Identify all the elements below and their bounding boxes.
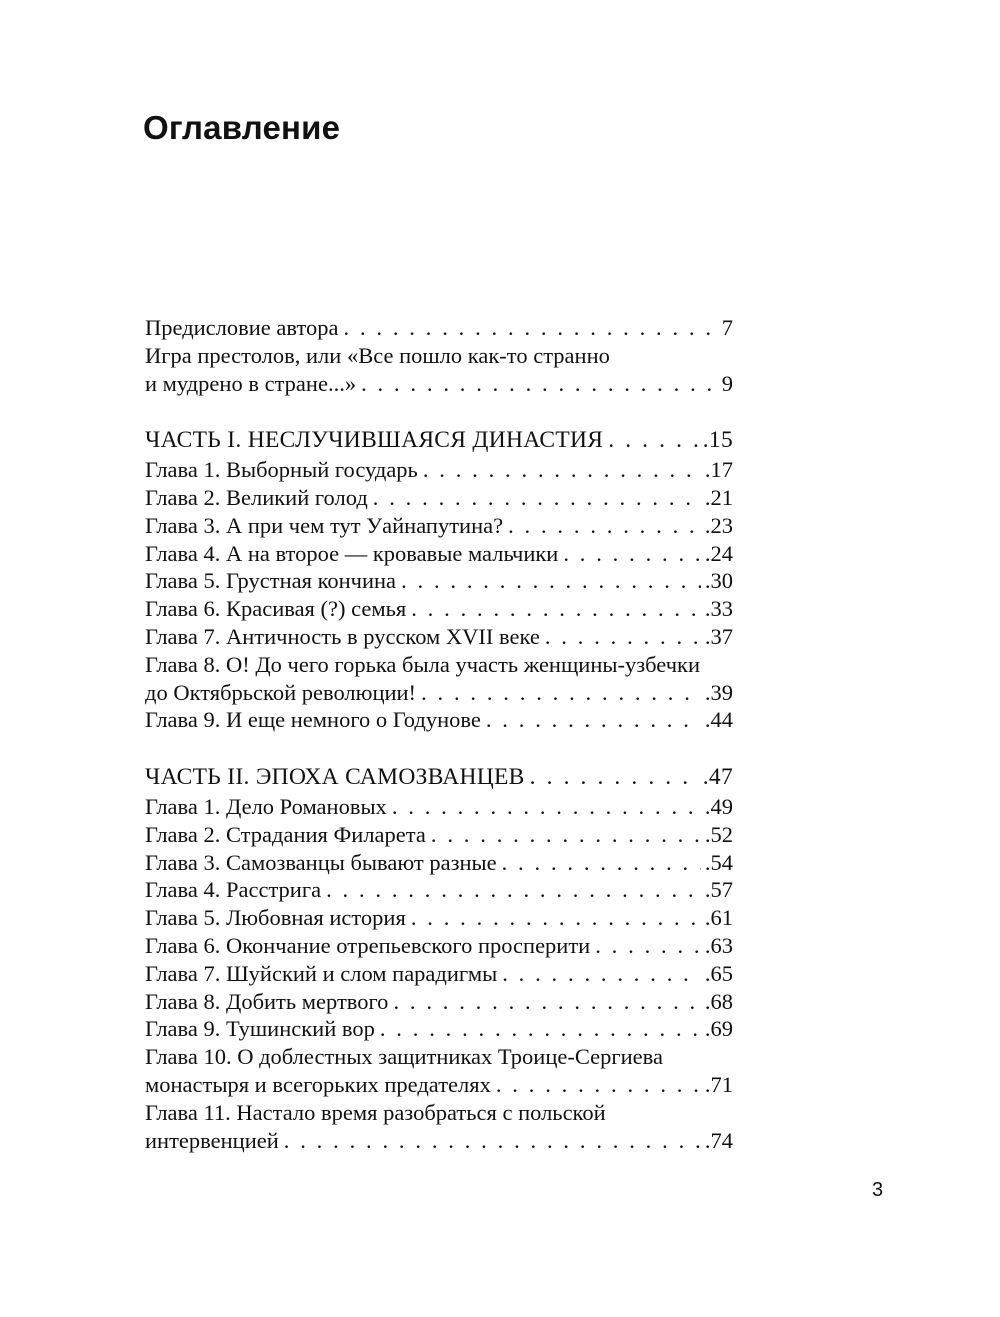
dot-leader: [396, 567, 701, 595]
toc-chapter[interactable]: [145, 932, 733, 960]
toc-chapter[interactable]: [145, 904, 733, 932]
toc-chapter-page-number: .63: [704, 932, 733, 958]
toc-chapter-page-number: .23: [704, 512, 733, 538]
toc-chapter-title: Глава 5. Любовная история: [145, 905, 406, 931]
toc-chapter-page-number: .71: [704, 1071, 733, 1097]
toc-chapter[interactable]: [145, 623, 733, 651]
toc-chapter-page-number: .61: [704, 905, 733, 931]
toc-chapter-title: Глава 4. Расстрига: [145, 877, 322, 903]
toc-chapter-page-number: .69: [704, 1016, 733, 1042]
dot-leader: [603, 425, 698, 456]
toc-chapter[interactable]: [145, 706, 733, 734]
toc-chapter-title: монастыря и всегорьких предателях: [145, 1071, 491, 1097]
toc-chapter-page-number: .30: [704, 568, 733, 594]
toc-chapter-title: до Октябрьской революции!: [145, 679, 417, 705]
dot-leader: [368, 484, 701, 512]
toc-chapter-title: Глава 1. Дело Романовых: [145, 793, 387, 819]
toc-chapter-title: Глава 2. Страдания Филарета: [145, 821, 426, 847]
toc-chapter-title: Глава 7. Шуйский и слом парадигмы: [145, 960, 498, 986]
table-of-contents: [145, 314, 733, 1182]
toc-chapter-page-number: .44: [704, 707, 733, 733]
toc-chapter-title: Глава 10. О доблестных защитниках Троице-Сергиева: [145, 1044, 663, 1070]
dot-leader: [558, 540, 701, 568]
toc-chapter-line-1[interactable]: [145, 651, 733, 679]
toc-part-heading[interactable]: [145, 762, 733, 793]
toc-chapter-title: Глава 8. Добить мертвого: [145, 988, 389, 1014]
toc-chapter[interactable]: [145, 1015, 733, 1043]
toc-chapter[interactable]: [145, 484, 733, 512]
dot-leader: [491, 1071, 701, 1099]
dot-leader: [540, 623, 701, 651]
toc-chapter-title: Глава 7. Античность в русском XVII веке: [145, 623, 540, 649]
toc-chapter-title: интервенцией: [145, 1127, 279, 1153]
dot-leader: [497, 960, 701, 988]
toc-chapter[interactable]: [145, 567, 733, 595]
toc-chapter[interactable]: [145, 821, 733, 849]
toc-chapter-page-number: .74: [704, 1127, 733, 1153]
dot-leader: [406, 595, 701, 623]
toc-chapter-page-number: .68: [704, 988, 733, 1014]
dot-leader: [503, 512, 701, 540]
toc-entry-title: и мудрено в стране...»: [145, 370, 357, 396]
toc-chapter[interactable]: [145, 849, 733, 877]
toc-chapter[interactable]: [145, 456, 733, 484]
dot-leader: [356, 370, 718, 398]
dot-leader: [418, 456, 701, 484]
toc-chapter-line-1[interactable]: [145, 1043, 733, 1071]
toc-chapter-title: Глава 11. Настало время разобраться с польской: [145, 1099, 606, 1125]
page-heading: Оглавление: [143, 109, 341, 146]
toc-chapter-page-number: .21: [704, 484, 733, 510]
toc-chapter-page-number: .17: [704, 457, 733, 483]
dot-leader: [426, 821, 701, 849]
toc-chapter-title: Глава 3. А при чем тут Уайнапутина?: [145, 512, 504, 538]
toc-chapter-title: Глава 2. Великий голод: [145, 484, 368, 510]
dot-leader: [416, 679, 701, 707]
toc-chapter-title: Глава 5. Грустная кончина: [145, 568, 397, 594]
toc-chapter-title: Глава 9. И еще немного о Годунове: [145, 707, 481, 733]
toc-intro-section: [145, 314, 733, 397]
dot-leader: [406, 904, 701, 932]
toc-chapter-title: Глава 8. О! До чего горька была участь женщины-узбечки: [145, 651, 700, 677]
dot-leader: [339, 314, 718, 342]
toc-chapter-title: Глава 1. Выборный государь: [145, 457, 418, 483]
toc-chapter-line-1[interactable]: [145, 1099, 733, 1127]
toc-chapter[interactable]: [145, 793, 733, 821]
toc-part-page-number: .47: [702, 763, 733, 790]
toc-chapter-page-number: .65: [704, 960, 733, 986]
toc-chapter-line-2[interactable]: [145, 679, 733, 707]
toc-entry-title: Игра престолов, или «Все пошло как-то странно: [145, 342, 610, 368]
dot-leader: [388, 988, 700, 1016]
page-number: 3: [872, 1179, 884, 1201]
dot-leader: [321, 876, 701, 904]
toc-chapter-title: Глава 6. Красивая (?) семья: [145, 596, 407, 622]
dot-leader: [375, 1015, 701, 1043]
toc-entry[interactable]: [145, 314, 733, 342]
toc-chapter-title: Глава 9. Тушинский вор: [145, 1016, 375, 1042]
toc-chapter[interactable]: [145, 512, 733, 540]
dot-leader: [387, 793, 701, 821]
toc-chapter[interactable]: [145, 960, 733, 988]
dot-leader: [525, 762, 699, 793]
toc-chapter-line-2[interactable]: [145, 1071, 733, 1099]
toc-part-title: ЧАСТЬ II. ЭПОХА САМОЗВАНЦЕВ: [145, 763, 525, 790]
toc-chapter-page-number: .54: [704, 849, 733, 875]
toc-entry-page-number: 9: [721, 370, 733, 396]
toc-part-section: [145, 762, 733, 1154]
toc-chapter[interactable]: [145, 595, 733, 623]
dot-leader: [590, 932, 701, 960]
toc-entry-page-number: 7: [721, 315, 733, 340]
toc-chapter-line-2[interactable]: [145, 1127, 733, 1155]
toc-chapter[interactable]: [145, 876, 733, 904]
toc-part-section: [145, 425, 733, 734]
toc-chapter-title: Глава 4. А на второе — кровавые мальчики: [145, 540, 559, 566]
dot-leader: [497, 849, 701, 877]
toc-entry-line-1[interactable]: [145, 342, 733, 370]
dot-leader: [279, 1127, 701, 1155]
toc-part-page-number: .15: [702, 427, 733, 454]
toc-chapter-page-number: .52: [704, 821, 733, 847]
toc-chapter-page-number: .39: [704, 679, 733, 705]
toc-entry-title: Предисловие автора: [145, 315, 339, 340]
toc-chapter[interactable]: [145, 540, 733, 568]
toc-entry-line-2[interactable]: [145, 370, 733, 398]
toc-chapter-title: Глава 3. Самозванцы бывают разные: [145, 849, 497, 875]
toc-chapter-page-number: .49: [704, 793, 733, 819]
toc-chapter-page-number: .33: [704, 596, 733, 622]
toc-chapter-page-number: .24: [704, 540, 733, 566]
toc-part-title: ЧАСТЬ I. НЕСЛУЧИВШАЯСЯ ДИНАСТИЯ: [145, 427, 604, 454]
toc-chapter-title: Глава 6. Окончание отрепьевского просперити: [145, 932, 591, 958]
dot-leader: [481, 706, 701, 734]
toc-chapter[interactable]: [145, 988, 733, 1016]
toc-chapter-page-number: .37: [704, 623, 733, 649]
toc-part-heading[interactable]: [145, 425, 733, 456]
toc-chapter-page-number: .57: [704, 877, 733, 903]
